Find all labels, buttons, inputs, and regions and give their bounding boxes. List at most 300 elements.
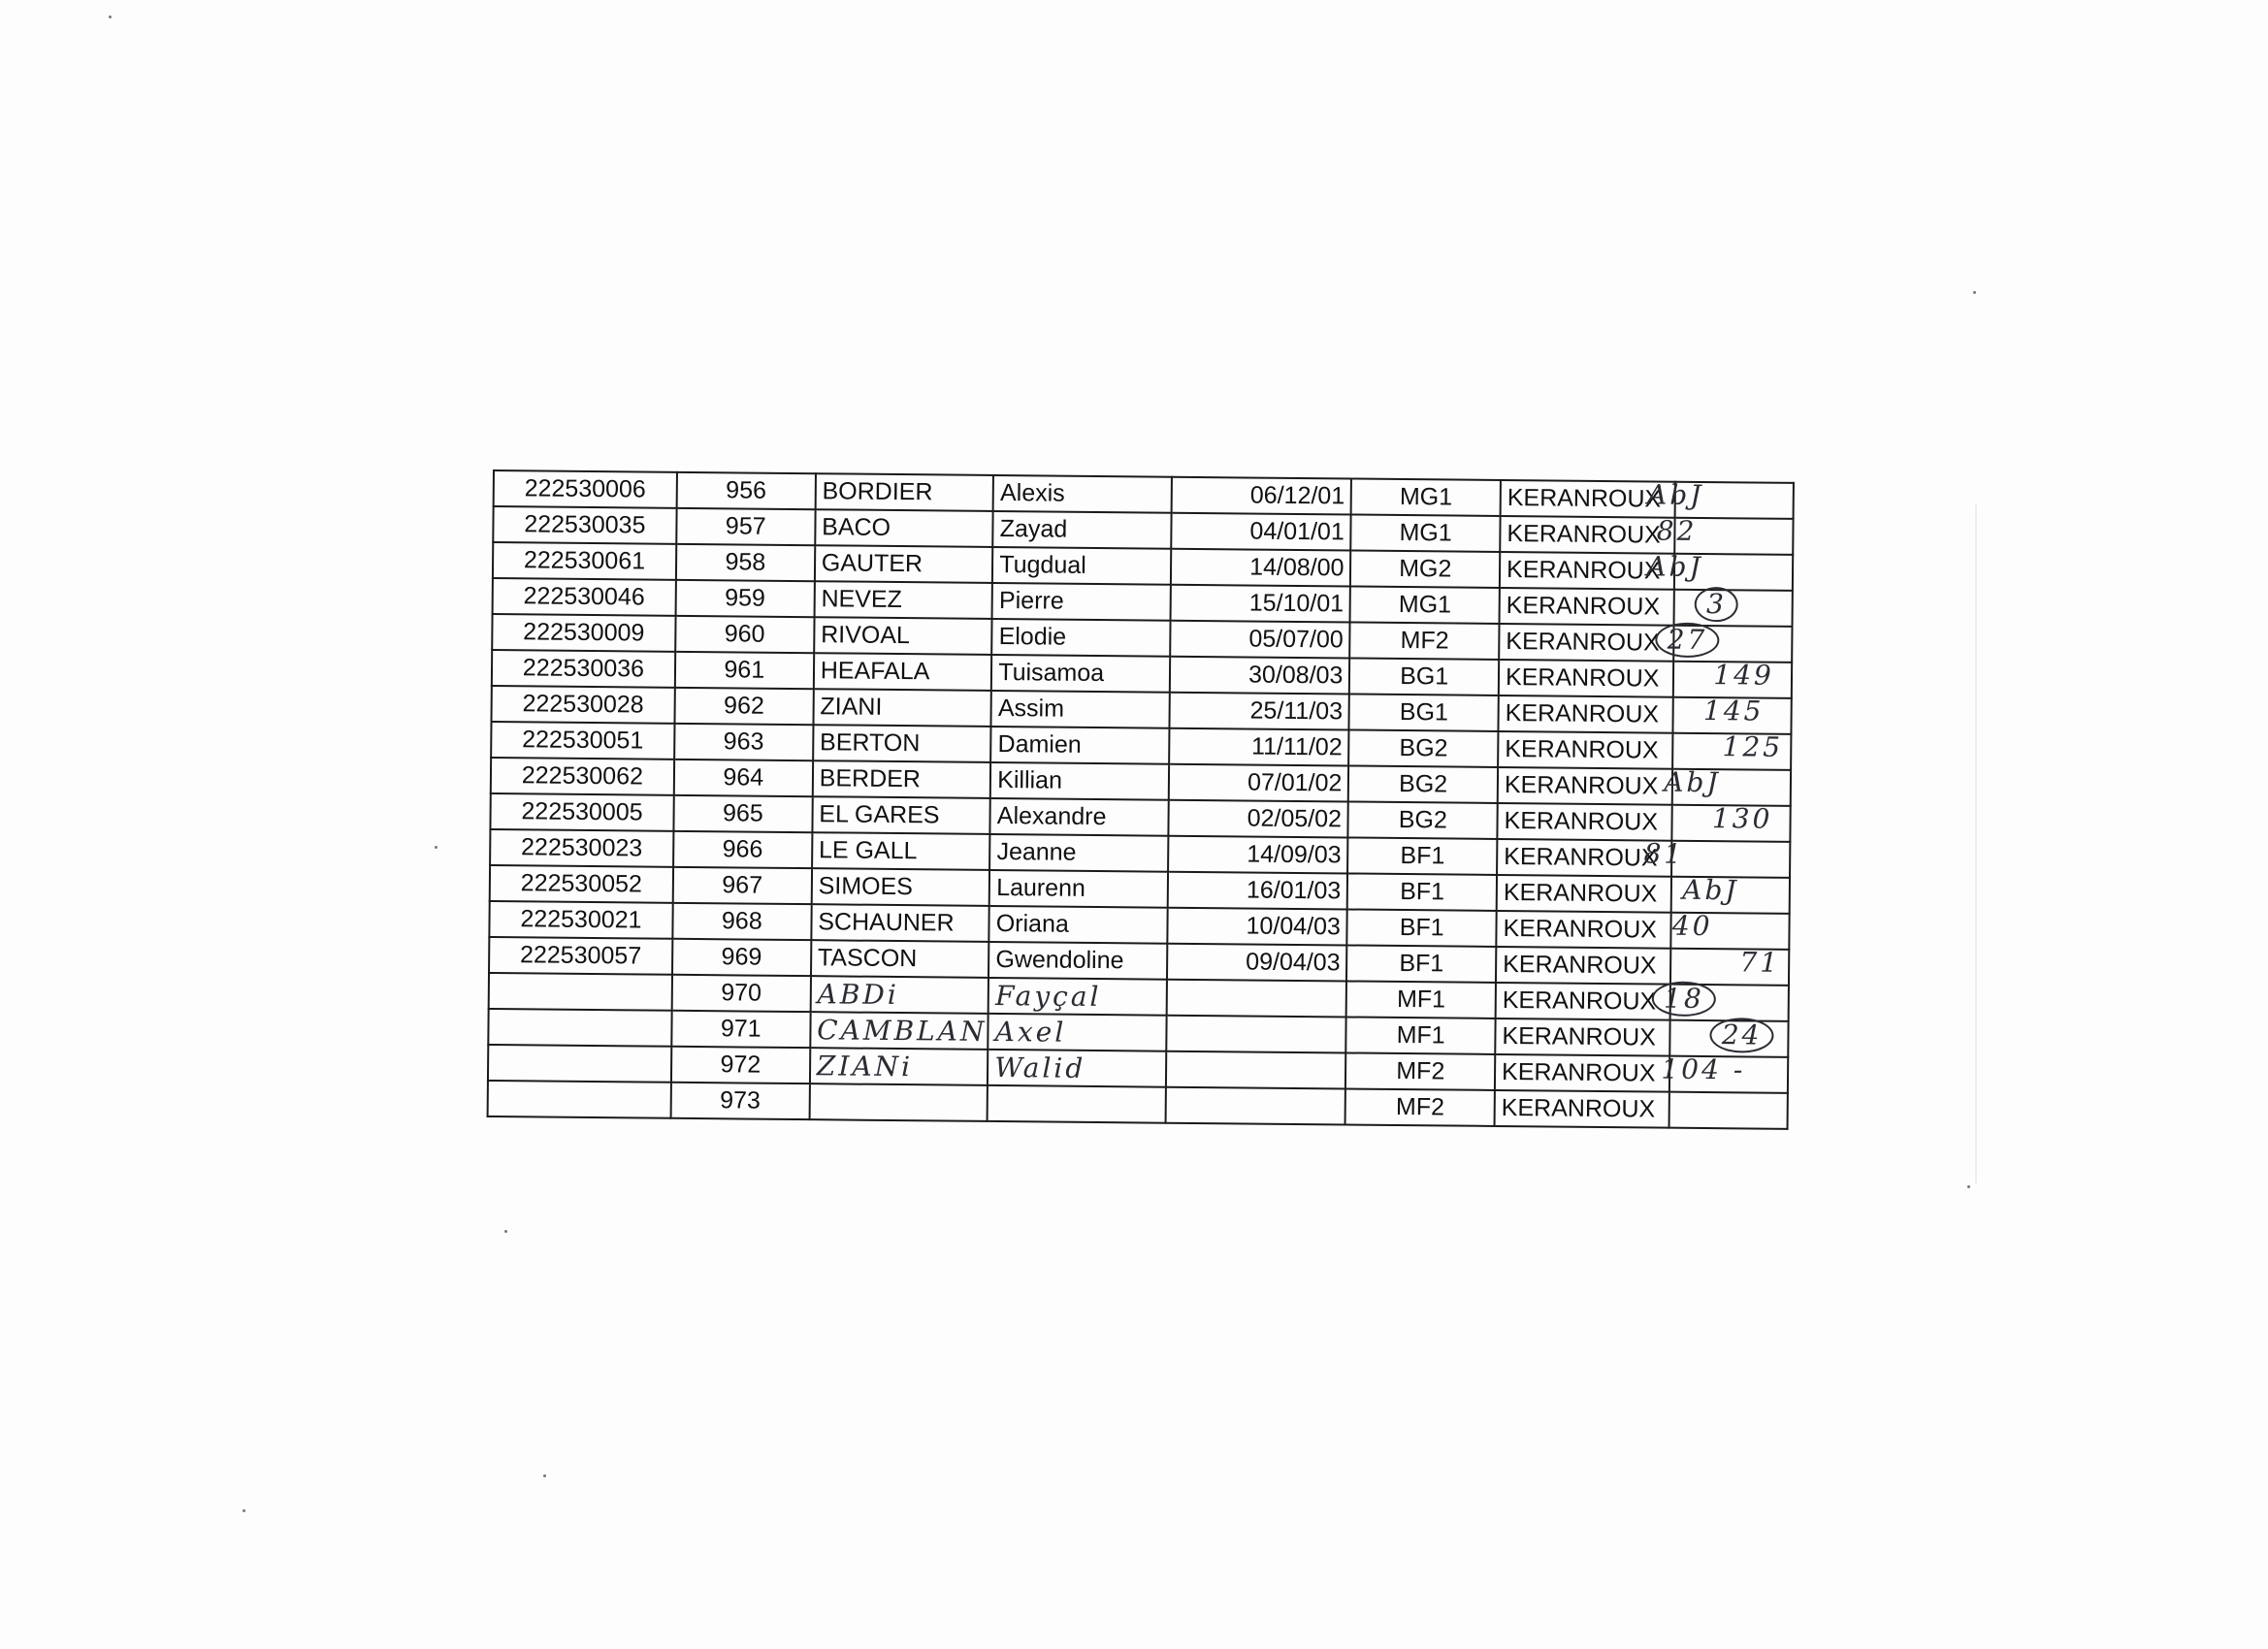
- center-text: KERANROUX: [1504, 807, 1659, 836]
- last-name-cell: [814, 581, 992, 619]
- birth-date-cell: [1165, 1087, 1345, 1125]
- last-name-cell: [813, 760, 991, 798]
- center-cell: [1498, 695, 1673, 733]
- last-name-cell: [813, 689, 991, 727]
- first-name-text: Alexandre: [996, 802, 1107, 831]
- last-name-text: EL GARES: [819, 800, 940, 829]
- first-name-text: Tugdual: [999, 551, 1086, 579]
- score-cell: [1663, 982, 1789, 1021]
- center-text: KERANROUX: [1501, 1094, 1656, 1123]
- student-id-text: 222530062: [521, 761, 644, 791]
- group-cell: [1348, 765, 1498, 802]
- last-name-text: HEAFALA: [820, 657, 930, 686]
- score-text: 125: [1722, 730, 1784, 763]
- student-id-text: 222530009: [523, 618, 645, 647]
- student-id-cell: [488, 1045, 671, 1083]
- candidate-number-cell: [672, 939, 811, 976]
- birth-date-text: 06/12/01: [1249, 481, 1345, 510]
- candidate-number-text: 973: [720, 1086, 761, 1115]
- candidate-number-cell: [670, 1083, 809, 1119]
- score-text: 130: [1711, 802, 1773, 835]
- last-name-text: BACO: [822, 513, 891, 541]
- score-cell: [1669, 1092, 1788, 1129]
- last-name-cell: [812, 832, 990, 870]
- table-body: [488, 470, 1794, 1129]
- student-id-cell: [493, 542, 676, 580]
- first-name-cell: [989, 906, 1168, 944]
- birth-date-cell: [1170, 657, 1350, 695]
- group-text: MF2: [1400, 626, 1449, 655]
- group-text: MF2: [1395, 1092, 1445, 1121]
- candidate-number-cell: [672, 903, 811, 940]
- group-cell: [1347, 873, 1497, 910]
- score-cell: [1670, 946, 1789, 986]
- first-name-text: Damien: [997, 730, 1082, 759]
- handwritten-score: [1695, 587, 1738, 622]
- last-name-text: ZIANi: [816, 1050, 914, 1083]
- first-name-text: Assim: [997, 695, 1065, 723]
- group-text: MG2: [1399, 554, 1452, 583]
- center-text: KERANROUX: [1503, 879, 1658, 908]
- center-text: KERANROUX: [1507, 484, 1662, 513]
- first-name-cell: [988, 942, 1167, 980]
- last-name-cell: [809, 1083, 988, 1121]
- candidate-number-cell: [675, 616, 814, 653]
- score-text: 145: [1702, 694, 1765, 728]
- first-name-text: Oriana: [995, 910, 1069, 938]
- center-text: KERANROUX: [1502, 986, 1657, 1016]
- student-id-cell: [492, 686, 675, 724]
- student-id-text: 222530005: [521, 797, 643, 826]
- birth-date-cell: [1169, 728, 1349, 766]
- scan-speck: [1967, 1185, 1970, 1188]
- center-cell: [1498, 731, 1673, 769]
- student-id-text: 222530061: [523, 546, 646, 575]
- first-name-cell: [991, 655, 1170, 693]
- handwritten-score: [1652, 981, 1716, 1017]
- score-text: 81: [1643, 837, 1685, 870]
- center-cell: [1495, 1054, 1670, 1092]
- candidate-number-cell: [674, 724, 813, 760]
- scan-speck: [504, 1230, 507, 1233]
- score-text: 27: [1656, 623, 1720, 659]
- score-cell: [1674, 590, 1793, 627]
- student-id-cell: [489, 901, 672, 939]
- handwritten-score: [1643, 837, 1684, 869]
- group-text: BG1: [1400, 662, 1449, 691]
- candidate-number-cell: [676, 508, 815, 545]
- handwritten-score: [1710, 1018, 1774, 1053]
- birth-date-text: 02/05/02: [1247, 804, 1343, 833]
- birth-date-text: 15/10/01: [1248, 589, 1345, 618]
- last-name-text: RIVOAL: [821, 621, 910, 650]
- paper-edge-shadow: [1975, 504, 1977, 1183]
- student-id-cell: [494, 470, 677, 508]
- student-id-cell: [492, 650, 675, 688]
- center-cell: [1496, 983, 1671, 1020]
- group-text: MG1: [1399, 518, 1452, 547]
- group-cell: [1347, 909, 1497, 946]
- candidate-number-text: 964: [723, 763, 764, 792]
- handwritten-score: [1739, 946, 1780, 978]
- student-id-cell: [491, 758, 674, 795]
- center-cell: [1499, 660, 1674, 697]
- group-cell: [1351, 514, 1501, 551]
- candidate-number-cell: [675, 652, 814, 689]
- score-text: 71: [1739, 946, 1781, 979]
- student-id-cell: [491, 722, 674, 760]
- group-text: MG1: [1398, 590, 1452, 619]
- student-id-text: 222530057: [519, 941, 642, 970]
- birth-date-text: 09/04/03: [1246, 948, 1341, 977]
- birth-date-cell: [1170, 621, 1350, 659]
- score-cell: [1671, 873, 1790, 914]
- last-name-cell: [815, 545, 993, 583]
- group-cell: [1345, 1088, 1495, 1125]
- first-name-cell: [993, 475, 1172, 513]
- center-cell: [1498, 767, 1673, 805]
- first-name-cell: [991, 691, 1170, 728]
- handwritten-score: [1664, 766, 1721, 799]
- group-cell: [1350, 550, 1500, 587]
- last-name-cell: [811, 868, 989, 906]
- first-name-text: Tuisamoa: [998, 659, 1105, 688]
- birth-date-text: 04/01/01: [1249, 517, 1345, 546]
- student-id-cell: [493, 506, 676, 544]
- first-name-text: Walid: [994, 1051, 1086, 1084]
- score-text: 104 -: [1661, 1052, 1746, 1086]
- first-name-cell: [991, 619, 1170, 657]
- last-name-cell: [813, 725, 991, 762]
- candidate-number-text: 965: [722, 799, 763, 827]
- score-text: AbJ: [1646, 478, 1704, 511]
- student-id-text: 222530023: [520, 833, 643, 862]
- score-cell: [1672, 730, 1791, 770]
- center-cell: [1497, 875, 1672, 913]
- candidate-number-text: 968: [721, 907, 762, 935]
- last-name-cell: [810, 976, 988, 1014]
- first-name-text: Zayad: [999, 515, 1068, 543]
- birth-date-cell: [1171, 549, 1351, 587]
- score-cell: [1656, 514, 1794, 555]
- birth-date-cell: [1166, 980, 1346, 1018]
- last-name-text: LE GALL: [818, 836, 918, 865]
- birth-date-text: 25/11/03: [1249, 696, 1344, 726]
- first-name-cell: [988, 1050, 1166, 1087]
- candidate-number-cell: [671, 975, 810, 1012]
- first-name-cell: [993, 511, 1172, 549]
- first-name-cell: [988, 1085, 1166, 1123]
- group-text: MF1: [1396, 985, 1446, 1014]
- group-cell: [1346, 981, 1496, 1018]
- last-name-text: ZIANI: [820, 693, 883, 721]
- center-text: KERANROUX: [1506, 592, 1661, 621]
- birth-date-cell: [1166, 1051, 1346, 1089]
- group-text: BG1: [1399, 697, 1449, 727]
- first-name-text: Axel: [994, 1015, 1067, 1049]
- candidate-number-text: 961: [724, 656, 765, 684]
- group-text: MG1: [1399, 482, 1453, 511]
- group-text: MF2: [1396, 1056, 1445, 1085]
- student-id-cell: [488, 1009, 671, 1047]
- candidate-number-cell: [673, 867, 812, 904]
- first-name-cell: [989, 834, 1168, 872]
- center-cell: [1496, 911, 1671, 949]
- score-text: 18: [1652, 981, 1716, 1017]
- score-text: 40: [1671, 909, 1713, 943]
- last-name-text: CAMBLAN: [817, 1014, 988, 1048]
- student-id-cell: [493, 578, 676, 616]
- center-text: KERANROUX: [1504, 771, 1659, 800]
- handwritten-score: [1661, 1053, 1745, 1086]
- candidate-number-text: 972: [720, 1051, 761, 1079]
- candidate-number-text: 969: [721, 943, 762, 971]
- last-name-cell: [811, 904, 989, 942]
- birth-date-text: 16/01/03: [1246, 876, 1342, 905]
- student-results-table: [487, 469, 1795, 1130]
- last-name-text: TASCON: [817, 944, 918, 973]
- score-cell: [1643, 837, 1790, 878]
- center-text: KERANROUX: [1501, 1058, 1656, 1087]
- first-name-text: Fayçal: [994, 979, 1102, 1014]
- candidate-number-text: 963: [723, 728, 764, 756]
- group-text: BF1: [1400, 841, 1445, 870]
- birth-date-cell: [1169, 693, 1349, 730]
- first-name-cell: [988, 1014, 1167, 1051]
- student-id-cell: [489, 973, 672, 1011]
- last-name-cell: [815, 473, 993, 511]
- score-text: AbJ: [1646, 550, 1703, 583]
- group-cell: [1351, 478, 1501, 515]
- candidate-number-text: 970: [721, 979, 762, 1007]
- student-id-cell: [490, 793, 673, 831]
- score-cell: [1667, 623, 1792, 663]
- first-name-cell: [990, 727, 1169, 764]
- group-cell: [1350, 586, 1500, 623]
- handwritten-score: [1713, 659, 1774, 692]
- center-text: KERANROUX: [1507, 520, 1661, 549]
- birth-date-cell: [1168, 800, 1348, 838]
- last-name-cell: [812, 796, 990, 834]
- handwritten-score: [1703, 695, 1765, 728]
- score-text: AbJ: [1664, 765, 1721, 799]
- birth-date-text: 10/04/03: [1246, 912, 1342, 941]
- center-cell: [1499, 624, 1674, 662]
- first-name-text: Elodie: [998, 623, 1067, 651]
- last-name-text: ABDi: [817, 978, 899, 1012]
- scan-speck: [435, 846, 437, 849]
- candidate-number-text: 966: [722, 835, 763, 863]
- group-cell: [1345, 1052, 1495, 1089]
- first-name-cell: [992, 583, 1171, 621]
- last-name-cell: [814, 617, 992, 655]
- score-text: 24: [1710, 1018, 1774, 1053]
- student-id-cell: [490, 829, 673, 867]
- student-id-cell: [490, 865, 673, 903]
- center-text: KERANROUX: [1506, 556, 1661, 585]
- group-cell: [1348, 801, 1498, 838]
- first-name-cell: [990, 762, 1169, 800]
- score-text: 3: [1695, 587, 1738, 622]
- score-text: AbJ: [1682, 873, 1739, 907]
- group-text: BF1: [1399, 949, 1444, 978]
- score-cell: [1672, 802, 1791, 842]
- score-text: 149: [1713, 659, 1774, 692]
- group-cell: [1346, 1017, 1496, 1053]
- last-name-cell: [814, 653, 992, 691]
- first-name-text: Pierre: [998, 587, 1064, 615]
- group-cell: [1346, 945, 1496, 982]
- handwritten-score: [1647, 478, 1704, 511]
- candidate-number-text: 967: [722, 871, 763, 899]
- group-text: MF1: [1396, 1020, 1445, 1050]
- first-name-cell: [988, 978, 1167, 1016]
- center-text: KERANROUX: [1503, 915, 1658, 944]
- student-id-cell: [488, 1081, 671, 1118]
- group-text: BG2: [1399, 769, 1448, 798]
- student-id-text: 222530051: [522, 726, 644, 755]
- center-text: KERANROUX: [1503, 951, 1657, 980]
- last-name-text: BERDER: [819, 764, 922, 793]
- candidate-number-text: 962: [723, 692, 764, 720]
- student-id-text: 222530035: [524, 510, 646, 539]
- group-cell: [1350, 622, 1500, 659]
- handwritten-score: [1657, 515, 1698, 547]
- student-id-text: 222530052: [520, 869, 643, 898]
- handwritten-score: [1722, 730, 1783, 763]
- birth-date-cell: [1169, 764, 1349, 802]
- first-name-text: Gwendoline: [995, 946, 1124, 975]
- candidate-number-cell: [676, 472, 815, 509]
- candidate-number-cell: [674, 688, 813, 725]
- scan-speck: [243, 1509, 245, 1512]
- center-text: KERANROUX: [1506, 628, 1660, 657]
- group-text: BF1: [1400, 877, 1445, 906]
- last-name-cell: [810, 1012, 988, 1050]
- birth-date-cell: [1170, 585, 1350, 623]
- birth-date-text: 14/09/03: [1247, 840, 1342, 869]
- student-id-text: 222530006: [524, 474, 646, 503]
- center-text: KERANROUX: [1505, 735, 1659, 764]
- birth-date-cell: [1171, 513, 1351, 551]
- candidate-number-cell: [674, 760, 813, 796]
- score-cell: [1661, 1052, 1788, 1093]
- candidate-number-cell: [673, 795, 812, 832]
- last-name-text: NEVEZ: [821, 585, 903, 614]
- first-name-cell: [989, 870, 1168, 908]
- student-id-text: 222530036: [522, 654, 645, 683]
- birth-date-cell: [1168, 836, 1348, 874]
- candidate-number-text: 958: [725, 548, 766, 576]
- candidate-number-cell: [675, 580, 814, 617]
- first-name-cell: [990, 798, 1169, 836]
- group-cell: [1347, 837, 1497, 874]
- birth-date-cell: [1167, 872, 1347, 910]
- candidate-number-text: 959: [725, 584, 766, 612]
- group-cell: [1349, 694, 1499, 730]
- birth-date-text: 07/01/02: [1247, 768, 1343, 797]
- scan-speck: [109, 16, 112, 18]
- score-cell: [1664, 765, 1791, 806]
- last-name-text: BORDIER: [822, 477, 933, 506]
- handwritten-score: [1646, 550, 1703, 583]
- student-id-text: 222530046: [523, 582, 645, 611]
- last-name-cell: [811, 940, 989, 978]
- scan-speck: [1973, 291, 1976, 294]
- score-cell: [1646, 550, 1793, 591]
- birth-date-text: 30/08/03: [1247, 661, 1344, 690]
- center-cell: [1495, 1090, 1670, 1128]
- last-name-text: SIMOES: [818, 872, 914, 901]
- candidate-number-text: 971: [720, 1015, 761, 1043]
- candidate-number-cell: [671, 1011, 810, 1048]
- first-name-text: Laurenn: [996, 874, 1086, 902]
- first-name-cell: [992, 547, 1171, 585]
- group-text: BG2: [1398, 805, 1447, 834]
- handwritten-score: [1682, 874, 1739, 907]
- last-name-cell: [815, 509, 993, 547]
- first-name-text: Alexis: [999, 479, 1065, 507]
- group-cell: [1349, 729, 1499, 766]
- center-cell: [1500, 588, 1675, 626]
- birth-date-text: 05/07/00: [1248, 625, 1344, 654]
- last-name-text: SCHAUNER: [818, 908, 955, 937]
- birth-date-text: 14/08/00: [1249, 553, 1345, 582]
- center-cell: [1495, 1018, 1670, 1056]
- birth-date-cell: [1167, 944, 1347, 982]
- candidate-number-cell: [673, 831, 812, 868]
- score-cell: [1673, 659, 1792, 698]
- birth-date-text: 11/11/02: [1250, 732, 1343, 761]
- group-text: BF1: [1399, 913, 1444, 942]
- score-text: 82: [1656, 514, 1698, 547]
- last-name-cell: [810, 1048, 988, 1085]
- center-text: KERANROUX: [1504, 843, 1658, 872]
- candidate-number-cell: [676, 544, 815, 581]
- center-cell: [1497, 803, 1672, 841]
- score-cell: [1671, 909, 1790, 950]
- birth-date-cell: [1167, 908, 1347, 946]
- handwritten-score: [1712, 802, 1773, 835]
- last-name-text: BERTON: [819, 728, 921, 758]
- center-text: KERANROUX: [1505, 699, 1660, 728]
- candidate-number-text: 956: [726, 476, 767, 504]
- last-name-text: GAUTER: [821, 549, 923, 578]
- candidate-number-cell: [671, 1047, 810, 1083]
- handwritten-score: [1656, 623, 1720, 659]
- candidate-number-text: 957: [725, 512, 766, 540]
- candidate-number-text: 960: [724, 620, 765, 648]
- handwritten-score: [1672, 910, 1713, 942]
- center-cell: [1496, 947, 1671, 985]
- student-id-text: 222530028: [522, 690, 644, 719]
- student-id-text: 222530021: [520, 905, 642, 934]
- score-cell: [1670, 1020, 1789, 1057]
- first-name-text: Jeanne: [996, 838, 1077, 866]
- student-id-cell: [492, 614, 675, 652]
- center-cell: [1500, 516, 1675, 554]
- student-id-cell: [489, 937, 672, 975]
- center-text: KERANROUX: [1505, 663, 1660, 693]
- scan-speck: [543, 1474, 546, 1477]
- birth-date-cell: [1171, 477, 1351, 515]
- center-text: KERANROUX: [1502, 1022, 1656, 1051]
- score-cell: [1673, 694, 1792, 734]
- group-text: BG2: [1399, 733, 1448, 762]
- first-name-text: Killian: [997, 766, 1063, 794]
- birth-date-cell: [1166, 1016, 1346, 1053]
- group-cell: [1349, 658, 1499, 695]
